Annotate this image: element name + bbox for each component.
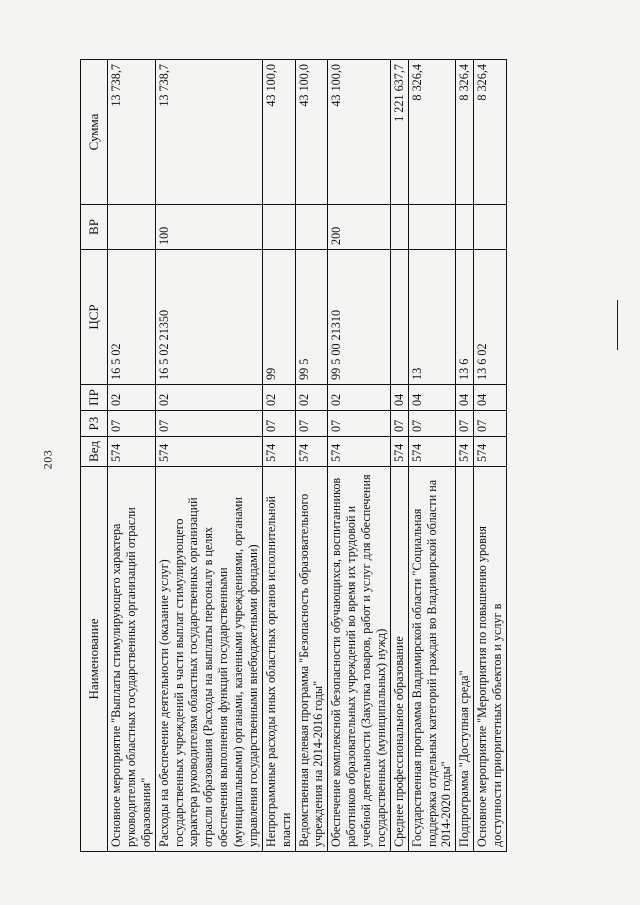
cell-csr: 99 5 [295, 250, 328, 385]
cell-name: Подпрограмма "Доступная среда" [456, 467, 474, 852]
cell-sum: 1 221 637,7 [390, 60, 408, 205]
cell-vr: 100 [155, 205, 262, 250]
cell-ved: 574 [108, 437, 156, 467]
table-row [390, 60, 408, 852]
cell-rz: 07 [474, 411, 507, 437]
table-row [328, 60, 391, 852]
cell-name: Непрограммные расходы иных областных органов исполнительной власти [262, 467, 295, 852]
cell-sum: 43 100,0 [262, 60, 295, 205]
cell-vr [262, 205, 295, 250]
cell-ved: 574 [408, 437, 456, 467]
cell-csr: 99 [262, 250, 295, 385]
cell-csr: 16 5 02 21350 [155, 250, 262, 385]
header-csr: ЦСР [81, 250, 108, 385]
cell-csr: 13 6 [456, 250, 474, 385]
header-sum: Сумма [81, 60, 108, 205]
cell-csr: 13 6 02 [474, 250, 507, 385]
cell-ved: 574 [262, 437, 295, 467]
cell-vr [390, 205, 408, 250]
cell-vr [474, 205, 507, 250]
cell-sum: 8 326,4 [408, 60, 456, 205]
cell-name: Основное мероприятие "Выплаты стимулирующего характера руководителям областных государственных организаций отрасли образования" [108, 467, 156, 852]
cell-pr: 02 [262, 385, 295, 411]
cell-pr: 02 [328, 385, 391, 411]
cell-rz: 07 [155, 411, 262, 437]
table-row [108, 60, 156, 852]
cell-sum: 43 100,0 [328, 60, 391, 205]
cell-vr [108, 205, 156, 250]
margin-mark [617, 300, 618, 350]
header-vr: ВР [81, 205, 108, 250]
table-header [81, 60, 108, 852]
cell-vr [456, 205, 474, 250]
cell-ved: 574 [155, 437, 262, 467]
cell-rz: 07 [456, 411, 474, 437]
cell-name: Государственная программа Владимирской области "Социальная поддержка отдельных категорий граждан во Владимирской области на 2014-2020 годы" [408, 467, 456, 852]
cell-rz: 07 [390, 411, 408, 437]
table-row [155, 60, 262, 852]
cell-pr: 04 [474, 385, 507, 411]
cell-name: Обеспечение комплексной безопасности обучающихся, воспитанников работников образовательных учреждений во время их трудовой и учебной деятельности (Закупка товаров, работ и услуг для обеспечения государственных (муниципальных) нужд) [328, 467, 391, 852]
cell-rz: 07 [108, 411, 156, 437]
cell-csr: 99 5 00 21310 [328, 250, 391, 385]
cell-pr: 04 [408, 385, 456, 411]
cell-sum: 13 738,7 [155, 60, 262, 205]
table-row [408, 60, 456, 852]
cell-vr [295, 205, 328, 250]
cell-ved: 574 [456, 437, 474, 467]
cell-rz: 07 [328, 411, 391, 437]
cell-pr: 04 [456, 385, 474, 411]
table-row [474, 60, 507, 852]
rotated-budget-table-sheet [80, 60, 610, 852]
cell-sum: 8 326,4 [456, 60, 474, 205]
cell-ved: 574 [328, 437, 391, 467]
cell-pr: 02 [295, 385, 328, 411]
cell-name: Расходы на обеспечение деятельности (оказание услуг) государственных учреждений в части выплат стимулирующего характера руководителям областных государственных организаций отрасли образования (Расходы на выплаты персоналу в целях обеспечения выполнения функций государственными (муниципальными) органами, казенными учреждениями, органами управления государственными внебюджетными фондами) [155, 467, 262, 852]
cell-csr: 16 5 02 [108, 250, 156, 385]
cell-pr: 02 [108, 385, 156, 411]
cell-rz: 07 [262, 411, 295, 437]
cell-vr [408, 205, 456, 250]
cell-name: Ведомственная целевая программа "Безопасность образовательного учреждения на 2014-2016 годы" [295, 467, 328, 852]
table-row [295, 60, 328, 852]
cell-name: Среднее профессиональное образование [390, 467, 408, 852]
cell-pr: 04 [390, 385, 408, 411]
cell-name: Основное мероприятие "Мероприятия по повышению уровня доступности приоритетных объектов и услуг в [474, 467, 507, 852]
table-row [456, 60, 474, 852]
cell-ved: 574 [390, 437, 408, 467]
cell-sum: 8 326,4 [474, 60, 507, 205]
cell-csr [390, 250, 408, 385]
header-name: Наименование [81, 467, 108, 852]
cell-pr: 02 [155, 385, 262, 411]
header-rz: РЗ [81, 411, 108, 437]
cell-sum: 13 738,7 [108, 60, 156, 205]
header-pr: ПР [81, 385, 108, 411]
cell-csr: 13 [408, 250, 456, 385]
header-ved: Вед [81, 437, 108, 467]
table-body [108, 60, 507, 852]
table-row [262, 60, 295, 852]
page-number: 203 [40, 449, 55, 470]
budget-table [80, 59, 507, 852]
cell-rz: 07 [408, 411, 456, 437]
cell-ved: 574 [474, 437, 507, 467]
cell-rz: 07 [295, 411, 328, 437]
cell-vr: 200 [328, 205, 391, 250]
cell-ved: 574 [295, 437, 328, 467]
cell-sum: 43 100,0 [295, 60, 328, 205]
